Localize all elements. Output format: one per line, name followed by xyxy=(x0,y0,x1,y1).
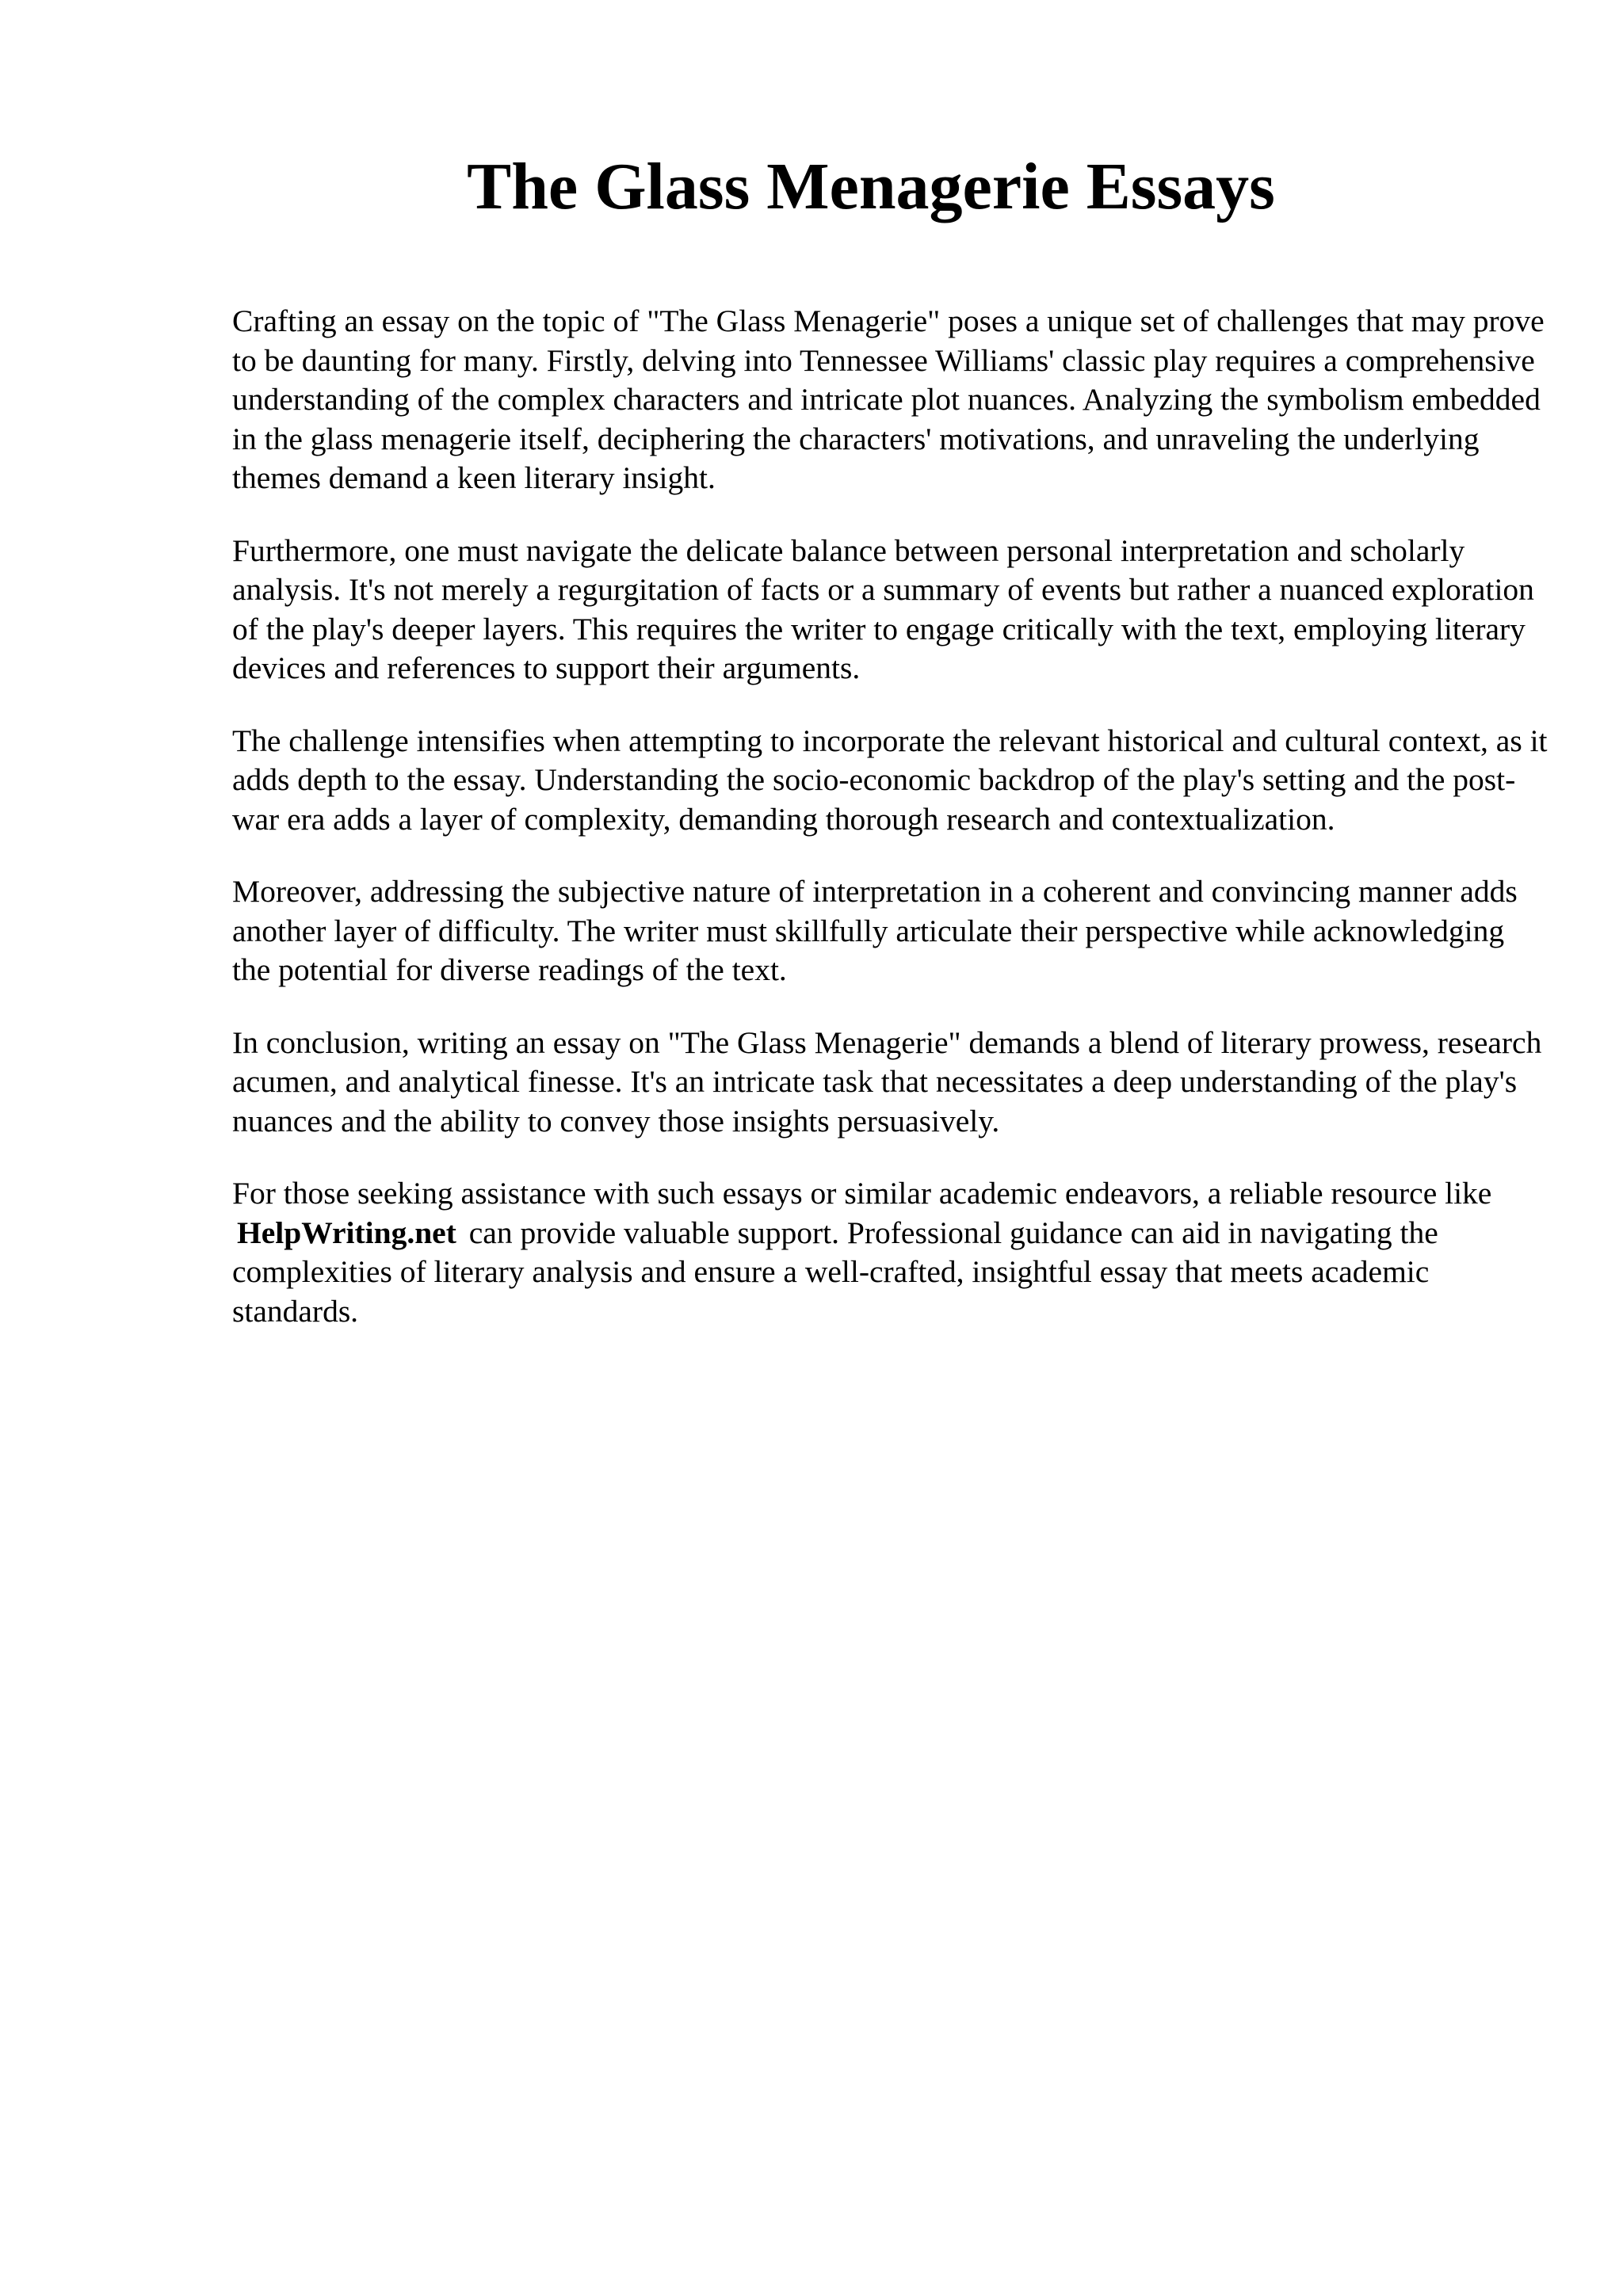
paragraph-2: Furthermore, one must navigate the delicate balance between personal interpretation and scholarly analysis. It's not merely a regurgitation of facts or a summary of events but rather a nuanced exploration of the play's deeper layers. This requires the writer to engage critically with the text, employing literary devices and references to support their arguments. xyxy=(232,532,1534,685)
helpwriting-link[interactable]: HelpWriting.net xyxy=(237,1215,456,1250)
paragraph-6 xyxy=(232,1174,1548,1331)
paragraph-6-text-before: For those seeking assistance with such essays or similar academic endeavors, a reliable resource like xyxy=(232,1176,1492,1211)
paragraph-4: Moreover, addressing the subjective nature of interpretation in a coherent and convincing manner adds another layer of difficulty. The writer must skillfully articulate their perspective while acknowledging the potential for diverse readings of the text. xyxy=(232,874,1518,987)
paragraph-1: Crafting an essay on the topic of "The Glass Menagerie" poses a unique set of challenges that may prove to be daunting for many. Firstly, delving into Tennessee Williams' classic play requires a comprehensive understanding of the complex characters and intricate plot nuances. Analyzing the symbolism embedded in the glass menagerie itself, deciphering the characters' motivations, and unraveling the underlying themes demand a keen literary insight. xyxy=(232,303,1545,495)
document-body xyxy=(232,302,1548,1364)
document-title: The Glass Menagerie Essays xyxy=(467,150,1275,223)
paragraph-5: In conclusion, writing an essay on "The Glass Menagerie" demands a blend of literary prowess, research acumen, and analytical finesse. It's an intricate task that necessitates a deep understanding of the play's nuances and the ability to convey those insights persuasively. xyxy=(232,1024,1542,1138)
paragraph-6-text-after: can provide valuable support. Professional guidance can aid in navigating the complexities of literary analysis and ensure a well-crafted, insightful essay that meets academic standards. xyxy=(232,1215,1438,1329)
paragraph-3: The challenge intensifies when attempting to incorporate the relevant historical and cultural context, as it adds depth to the essay. Understanding the socio-economic backdrop of the play's setting and the post-war era adds a layer of complexity, demanding thorough research and contextualization. xyxy=(232,723,1548,837)
